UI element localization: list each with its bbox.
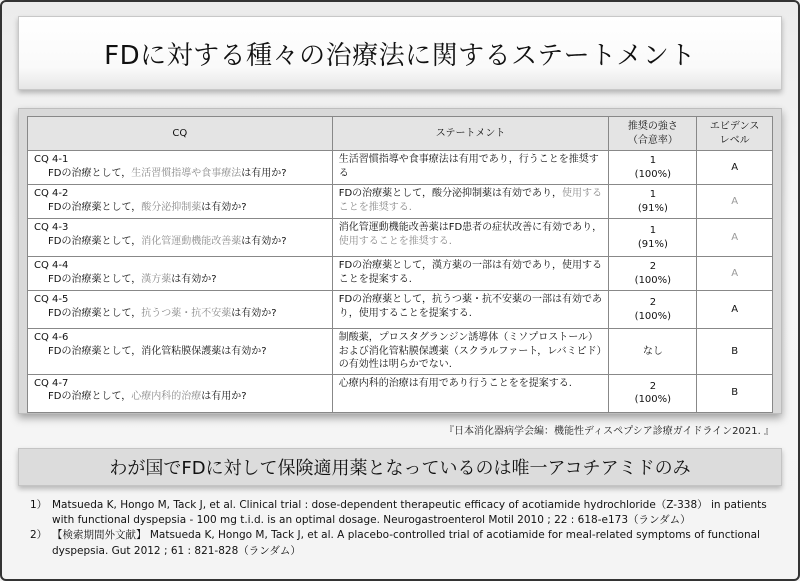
header-evidence	[697, 117, 773, 151]
statement-highlight: 使用することを推奨する.	[338, 188, 602, 213]
cq-id: CQ 4-4	[34, 260, 69, 271]
evidence-level: A	[697, 257, 773, 291]
cq-question-post: は有用か?	[201, 391, 247, 402]
strength-cell	[609, 151, 697, 185]
cq-question	[34, 307, 328, 321]
cq-question	[34, 273, 328, 287]
cq-question-highlight: 心療内科的治療	[131, 391, 202, 402]
strength-grade: 2	[649, 380, 657, 392]
cq-id: CQ 4-6	[34, 332, 69, 343]
title-bar	[18, 16, 782, 90]
agreement-rate: (91%)	[637, 202, 668, 214]
strength-cell	[609, 291, 697, 329]
cq-cell	[28, 374, 333, 412]
statement-cell	[332, 257, 609, 291]
cq-id: CQ 4-3	[34, 222, 69, 233]
evidence-level: B	[697, 329, 773, 375]
agreement-rate: (100%)	[634, 394, 672, 405]
statement-cell	[332, 151, 609, 185]
agreement-rate: (91%)	[637, 238, 668, 250]
header-statement: ステートメント	[332, 117, 609, 151]
cq-question-pre: FDの治療薬として，	[48, 235, 142, 247]
statement-text: FDの治療薬として，抗うつ薬・抗不安薬の一部は有効であり，使用することを提案する.	[338, 294, 602, 319]
header-evidence-line2: レベル	[719, 134, 750, 146]
cq-id: CQ 4-2	[34, 188, 69, 199]
cq-question-highlight: 消化管運動機能改善薬	[141, 235, 242, 247]
table-row	[28, 291, 773, 329]
header-strength	[609, 117, 697, 151]
cq-id: CQ 4-7	[34, 377, 69, 389]
conclusion-bar	[18, 448, 782, 486]
cq-question-post: は有用か?	[241, 167, 287, 179]
statement-cell	[332, 291, 609, 329]
strength-cell	[609, 329, 697, 375]
statement-text: 心療内科的治療は有用であり行うことをを提案する.	[338, 377, 572, 389]
cq-question-pre: FDの治療薬として，	[48, 201, 142, 213]
table-row	[28, 219, 773, 257]
evidence-level: A	[697, 291, 773, 329]
agreement-rate: (100%)	[634, 310, 672, 322]
reference-number: 1）	[30, 499, 48, 511]
statement-cell	[332, 185, 609, 219]
strength-grade: 1	[649, 189, 657, 200]
cq-question-highlight: 抗うつ薬・抗不安薬	[141, 307, 232, 319]
header-strength-line2: （合意率）	[627, 134, 678, 146]
cq-cell	[28, 185, 333, 219]
cq-question-highlight: 酸分泌抑制薬	[141, 201, 202, 213]
strength-cell	[609, 219, 697, 257]
header-cq: CQ	[28, 117, 333, 151]
evidence-level: A	[697, 151, 773, 185]
cq-cell	[28, 291, 333, 329]
agreement-rate: (100%)	[634, 168, 672, 180]
cq-id: CQ 4-5	[34, 294, 69, 305]
cq-question-post: は有効か?	[241, 235, 287, 247]
cq-question-pre: FDの治療として，	[48, 391, 132, 402]
reference-text: Matsueda K, Hongo M, Tack J, et al. Clinical trial : dose-dependent therapeutic efficacy of acotiamide hydrochloride（Z-338） in patients with functional dyspepsia - 100 mg t.i.d. is an optimal dosage. Neurogastroenterol Motil 2010 ; 22 : 618-e173（ランダム）	[52, 499, 767, 527]
statement-cell	[332, 374, 609, 412]
statement-text: 消化管運動機能改善薬はFD患者の症状改善に有効であり，	[338, 222, 603, 233]
cq-question	[34, 201, 328, 215]
strength-grade: 2	[649, 261, 657, 272]
cq-cell	[28, 219, 333, 257]
cq-question-pre: FDの治療薬として，	[48, 273, 142, 285]
cq-cell	[28, 329, 333, 375]
strength-grade: 1	[649, 225, 657, 236]
statement-text: 生活習慣指導や食事療法は有用であり，行うことを推奨する	[338, 154, 599, 179]
cq-question	[34, 390, 328, 404]
reference-item	[30, 498, 778, 528]
slide-title: FDに対する種々の治療法に関するステートメント	[104, 40, 696, 71]
cq-question-post: は有効か?	[201, 201, 247, 213]
cq-question-pre: FDの治療として，	[48, 167, 132, 179]
reference-number: 2）	[30, 529, 48, 542]
header-strength-line1: 推奨の強さ	[627, 121, 678, 132]
references	[30, 498, 778, 559]
evidence-level: A	[697, 219, 773, 257]
table-row	[28, 329, 773, 375]
cq-question-pre: FDの治療薬として，	[48, 307, 142, 319]
table-row	[28, 374, 773, 412]
cq-question-pre: FDの治療薬として，消化管粘膜保護薬は有効か?	[48, 345, 267, 357]
cq-cell	[28, 257, 333, 291]
strength-cell	[609, 257, 697, 291]
table-panel	[18, 108, 782, 414]
cq-question	[34, 167, 328, 181]
cq-question-post: は有効か?	[171, 273, 217, 285]
strength-grade: 2	[649, 297, 657, 308]
conclusion-text: わが国でFDに対して保険適用薬となっているのは唯一アコチアミドのみ	[109, 458, 691, 479]
cq-question-highlight: 生活習慣指導や食事療法	[131, 167, 242, 179]
header-evidence-line1: エビデンス	[709, 121, 760, 132]
cq-question-post: は有効か?	[231, 307, 277, 319]
statement-text: 制酸薬，プロスタグランジン誘導体（ミソプロストール）および消化管粘膜保護薬（スクラルファート，レバミピド）の有効性は明らかでない.	[338, 332, 602, 370]
table-row	[28, 151, 773, 185]
evidence-level: B	[697, 374, 773, 412]
statement-highlight: 使用することを推奨する.	[338, 235, 452, 247]
table-header-row	[28, 117, 773, 151]
strength-grade: 1	[649, 155, 657, 166]
statement-table	[27, 116, 773, 413]
source-citation: 『日本消化器病学会編：機能性ディスペプシア診療ガイドライン2021. 』	[443, 426, 774, 437]
statement-cell	[332, 219, 609, 257]
cq-question	[34, 345, 328, 359]
table-row	[28, 257, 773, 291]
statement-text: FDの治療薬として，酸分泌抑制薬は有効であり，	[338, 188, 562, 199]
statement-cell	[332, 329, 609, 375]
cq-question-highlight: 漢方薬	[141, 273, 172, 285]
cq-id: CQ 4-1	[34, 154, 69, 165]
cq-cell	[28, 151, 333, 185]
strength-cell	[609, 374, 697, 412]
reference-text: 【検索期間外文献】 Matsueda K, Hongo M, Tack J, et al. A placebo-controlled trial of acotiamide for meal-related symptoms of functional dyspepsia. Gut 2012 ; 61 : 821-828（ランダム）	[52, 529, 760, 557]
table-row	[28, 185, 773, 219]
agreement-rate: (100%)	[634, 274, 672, 286]
evidence-level: A	[697, 185, 773, 219]
strength-cell	[609, 185, 697, 219]
reference-item	[30, 528, 778, 558]
statement-text: FDの治療薬として，漢方薬の一部は有効であり，使用することを提案する.	[338, 260, 602, 285]
strength-grade: なし	[642, 345, 663, 357]
cq-question	[34, 235, 328, 249]
